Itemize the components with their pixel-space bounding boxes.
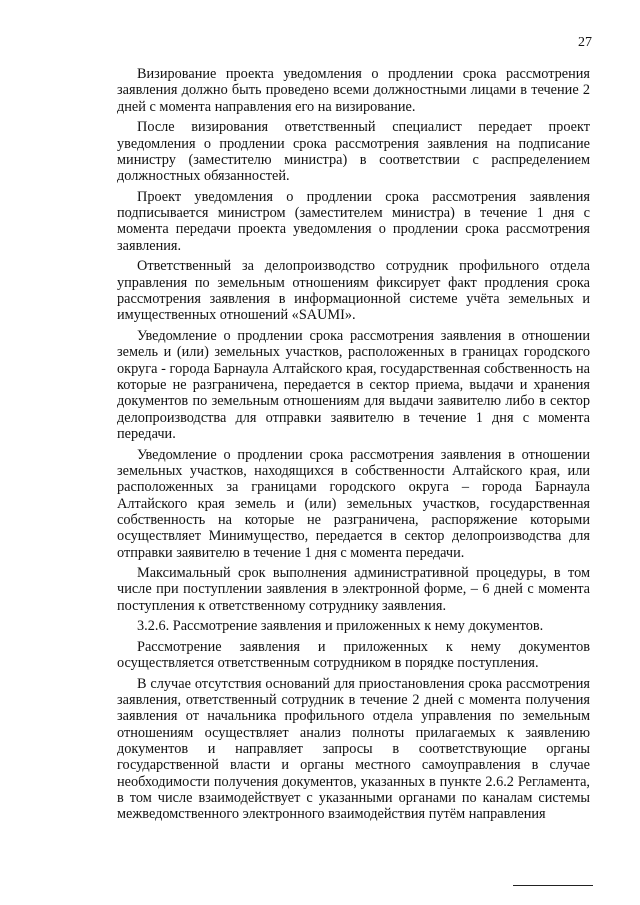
footer-rule-line (513, 885, 593, 886)
paragraph-completeness-analysis: В случае отсутствия оснований для приостановления срока рассмотрения заявления, ответственный сотрудник в течение 2 дней с момента получения заявления от начальника профильного отдела управления по земельным отношениям осуществляет анализ полноты прилагаемых к заявлению документов и направляет запросы в соответствующие органы государственной власти и органы местного самоуправления в случае необходимости получения документов, указанных в пункте 2.6.2 Регламента, в том числе взаимодействует с указанными органами по каналам системы межведомственного электронного взаимодействия путём направления (117, 675, 590, 823)
paragraph-review-order: Рассмотрение заявления и приложенных к нему документов осуществляется ответственным сотрудником в порядке поступления. (117, 638, 590, 672)
paragraph-transfer-for-signing: После визирования ответственный специалист передает проект уведомления о продлении срока рассмотрения заявления на подписание министру (заместителю министра) в соответствии с распределением должностных обязанностей. (117, 119, 590, 185)
paragraph-max-duration: Максимальный срок выполнения административной процедуры, в том числе при поступлении заявления в электронной форме, – 6 дней с момента поступления к ответственному сотруднику заявления. (117, 565, 590, 614)
paragraph-notice-regional-lands: Уведомление о продлении срока рассмотрения заявления в отношении земельных участков, находящихся в собственности Алтайского края, или расположенных за границами городского округа – города Барнаула Алтайского края земель и (или) земельных участков, государственная собственность на которые не разграничена, распоряжение которыми осуществляет Минимущество, передается в сектор делопроизводства для отправки заявителю в течение 1 дня с момента передачи. (117, 446, 590, 561)
document-body (117, 66, 590, 827)
paragraph-endorsement-deadline: Визирование проекта уведомления о продлении срока рассмотрения заявления должно быть проведено всеми должностными лицами в течение 2 дней с момента направления его на визирование. (117, 66, 590, 115)
paragraph-signing-by-minister: Проект уведомления о продлении срока рассмотрения заявления подписывается министром (заместителем министра) в течение 1 дня с момента передачи проекта уведомления о продлении срока рассмотрения заявления. (117, 188, 590, 254)
section-heading-3-2-6: 3.2.6. Рассмотрение заявления и приложенных к нему документов. (137, 618, 544, 635)
paragraph-saumi-registration: Ответственный за делопроизводство сотрудник профильного отдела управления по земельным отношениям фиксирует факт продления срока рассмотрения заявления в информационной системе учёта земельных и имущественных отношений «SAUMI». (117, 258, 590, 324)
page-number: 27 (578, 35, 592, 50)
paragraph-notice-city-lands: Уведомление о продлении срока рассмотрения заявления в отношении земель и (или) земельных участков, расположенных в границах городского округа - города Барнаула Алтайского края, государственная собственность на которые не разграничена, передается в сектор приема, выдачи и хранения документов по земельным отношениям для выдачи заявителю либо в сектор делопроизводства для отправки заявителю в течение 1 дня с момента передачи. (117, 327, 590, 442)
